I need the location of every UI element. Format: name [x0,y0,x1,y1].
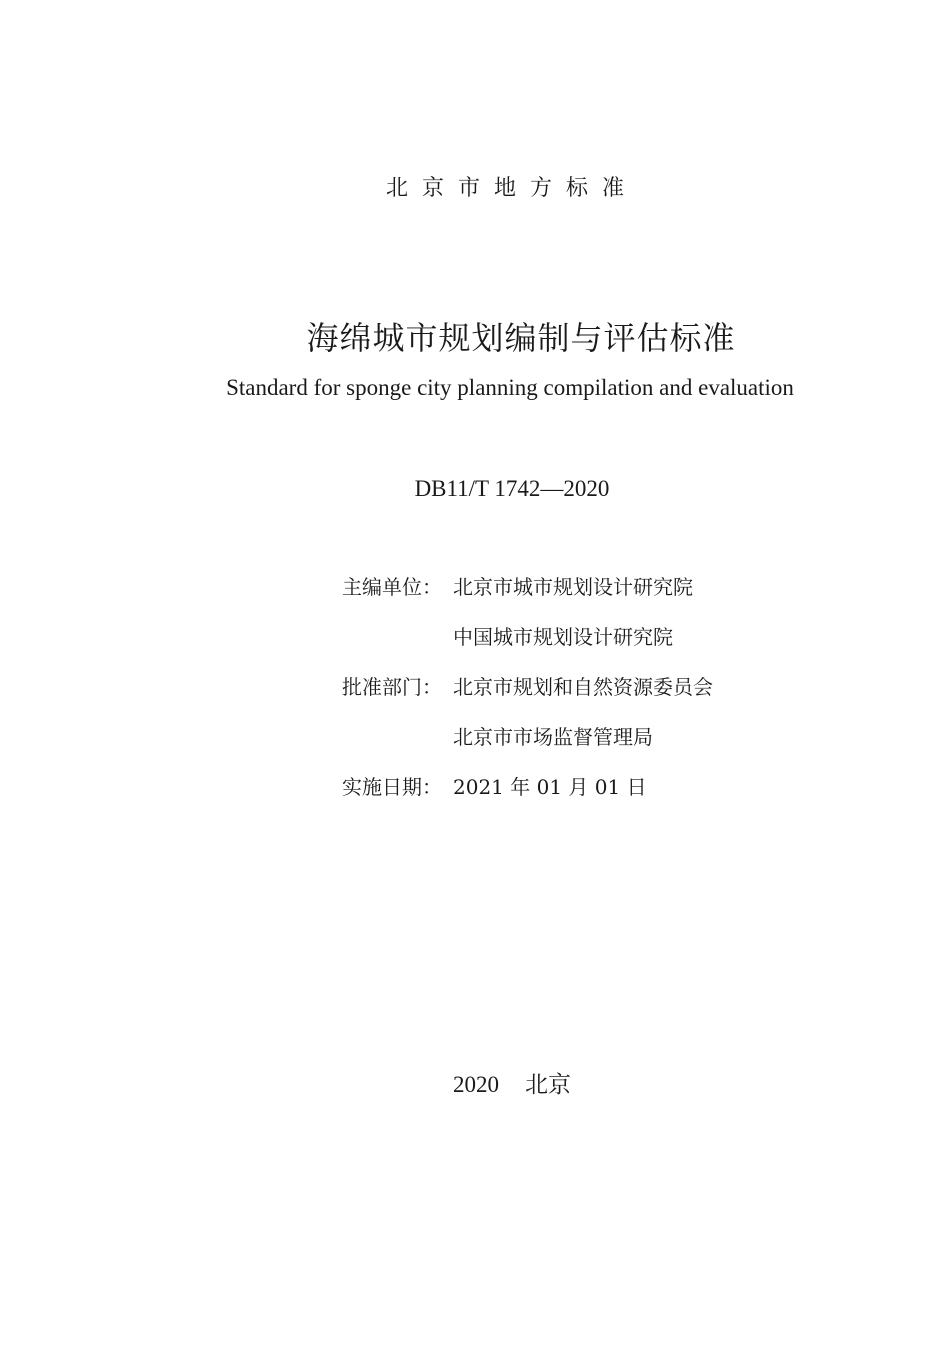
page-title-english: Standard for sponge city planning compilation and evaluation [226,375,794,400]
empty-label [342,620,453,670]
approval-value-2: 北京市市场监督管理局 [453,725,653,749]
publication-city: 北京 [525,1072,571,1098]
approval-value: 北京市规划和自然资源委员会 [453,675,713,699]
approval-label: 批准部门： [342,675,442,699]
chief-editor-row-2 [342,620,713,670]
empty-label [342,720,453,770]
chief-editor-row [342,570,713,620]
chief-editor-label: 主编单位： [342,575,442,599]
chief-editor-value-2: 中国城市规划设计研究院 [453,625,673,649]
effective-date-row [342,770,713,820]
approval-row-2 [342,720,713,770]
standard-category-label: 北京市地方标准 [385,176,638,201]
approval-row [342,670,713,720]
standard-code: DB11/T 1742—2020 [414,476,610,501]
publication-year: 2020 [453,1072,499,1097]
publication-footer [0,1070,950,1100]
page-title-chinese: 海绵城市规划编制与评估标准 [306,319,736,357]
publication-info [342,570,713,820]
effective-date-label: 实施日期： [342,775,442,799]
chief-editor-value: 北京市城市规划设计研究院 [453,575,693,599]
effective-date-value: 2021 年 01 月 01 日 [453,775,647,799]
